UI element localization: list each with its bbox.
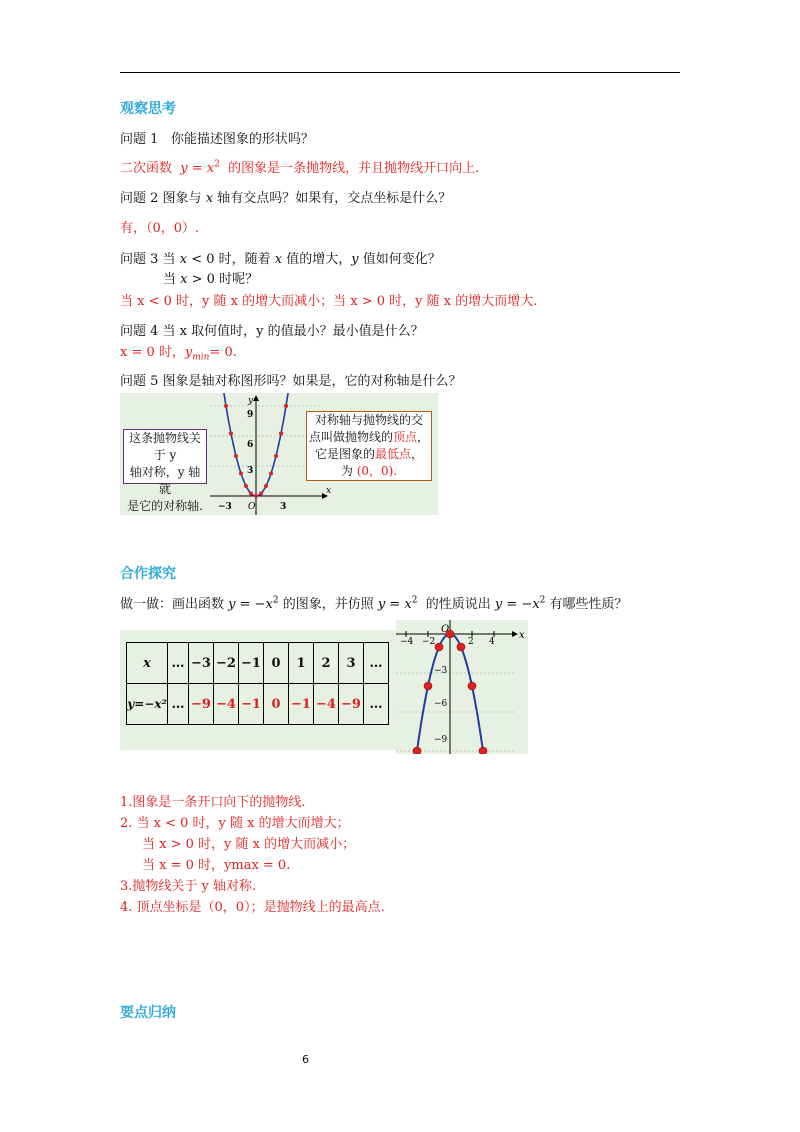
data-point <box>269 472 273 476</box>
task-mid2: 的性质说出 <box>425 597 491 612</box>
question-2-post: 轴有交点吗？如果有，交点坐标是什么？ <box>217 191 452 206</box>
table-cell: −1 <box>239 643 264 684</box>
question-1-label: 问题 1 <box>120 132 159 147</box>
value-table <box>126 642 389 725</box>
question-5 <box>120 370 462 389</box>
data-point <box>468 682 476 690</box>
y-axis-arrow <box>253 395 259 401</box>
q3-line1-y: y <box>351 252 359 267</box>
grid-lines <box>210 406 320 466</box>
q3-line2-pre: 当 <box>163 272 177 287</box>
y-tick-neg6: −6 <box>434 699 448 709</box>
table-cell: −1 <box>289 684 314 725</box>
task-pre: 做一做：画出函数 <box>120 597 225 612</box>
table-row-y <box>127 684 389 725</box>
callout-right-4b: (0，0). <box>356 464 398 478</box>
x-tick-2: 2 <box>468 637 474 647</box>
task-eq3: y = −x <box>494 597 540 612</box>
data-point <box>264 484 268 488</box>
callout-right-4a: 为 <box>340 464 353 478</box>
question-2-x: x <box>205 191 214 206</box>
data-point <box>259 492 263 496</box>
q3-line1-mid: 时，随着 <box>218 252 271 267</box>
callout-left-line-1: 这条抛物线关于 y <box>128 431 201 462</box>
x-tick-3: 3 <box>280 502 287 512</box>
property-3: 3.抛物线关于 y 轴对称. <box>120 879 257 894</box>
table-cell: … <box>364 684 389 725</box>
q3-line1-x: x <box>179 252 188 267</box>
y-tick-9: 9 <box>247 410 254 420</box>
value-table-panel <box>120 630 396 750</box>
data-point <box>234 454 238 458</box>
data-point <box>413 747 421 754</box>
section-title-cooperate: 合作探究 <box>120 566 176 582</box>
header-rule <box>120 72 680 73</box>
y-axis-label: y <box>248 396 254 406</box>
x-axis-label: x <box>326 486 332 496</box>
y-tick-neg9: −9 <box>434 735 448 745</box>
answer-4-pre: x = 0 时， <box>120 345 185 360</box>
origin-label: O <box>441 624 450 635</box>
answer-1 <box>120 157 479 176</box>
x-axis-label: x <box>519 630 525 641</box>
table-cell: … <box>364 643 389 684</box>
question-2-pre: 图象与 <box>162 191 202 206</box>
q3-line1-mid2: 值的增大， <box>286 252 352 267</box>
answer-2: 有，（0，0）. <box>120 221 200 236</box>
question-3-label: 问题 3 <box>120 252 159 267</box>
answer-1-pre: 二次函数 <box>120 161 173 176</box>
callout-left-line-3: 是它的对称轴. <box>127 499 203 513</box>
answer-1-post: 的图象是一条抛物线，并且抛物线开口向上. <box>228 161 480 176</box>
property-2c: 当 x = 0 时，ymax = 0. <box>142 858 291 873</box>
data-point <box>435 643 443 651</box>
data-point <box>224 404 228 408</box>
callout-right-3b: 最低点 <box>374 447 411 461</box>
answer-4 <box>120 341 237 363</box>
answer-1-exp: 2 <box>214 159 220 170</box>
callout-right-line-2: 点叫做抛物线的顶点， <box>308 430 430 444</box>
table-cell: … <box>168 643 189 684</box>
table-cell: −9 <box>339 684 364 725</box>
answer-1-y: y <box>180 161 188 176</box>
callout-right-line-3: 它是图象的最低点， <box>314 447 424 461</box>
data-point <box>229 432 233 436</box>
task-eq1-exp: 2 <box>272 595 279 606</box>
task-eq3-exp: 2 <box>539 595 546 606</box>
data-point <box>424 682 432 690</box>
table-row-x <box>127 643 389 684</box>
property-4: 4. 顶点坐标是（0，0）；是抛物线上的最高点. <box>120 900 385 915</box>
question-2 <box>120 187 451 206</box>
data-point <box>457 643 465 651</box>
callout-right-line-4 <box>307 463 431 480</box>
page-number: 6 <box>302 1053 309 1066</box>
task-eq1: y = −x <box>228 597 273 612</box>
data-point <box>479 747 487 754</box>
data-point <box>254 494 258 498</box>
callout-left-line-2: 轴对称，y 轴就 <box>129 465 201 496</box>
task-instruction <box>120 593 628 612</box>
x-tick-neg2: −2 <box>422 637 436 647</box>
answer-4-y: y <box>184 345 193 360</box>
table-cell: 0 <box>264 643 289 684</box>
q3-line1-cond: < 0 <box>191 252 215 267</box>
table-cell: −4 <box>314 684 339 725</box>
question-3-line-2 <box>163 268 258 287</box>
task-post: 有哪些性质？ <box>549 597 628 612</box>
table-header-y: y=−x² <box>127 684 168 725</box>
q3-line2-x: x <box>180 272 188 287</box>
table-cell: … <box>168 684 189 725</box>
task-eq2: y = x <box>377 597 412 612</box>
table-cell: 2 <box>314 643 339 684</box>
table-cell: −3 <box>189 643 214 684</box>
table-cell: 3 <box>339 643 364 684</box>
answer-1-eq: = <box>191 161 203 176</box>
origin-label: O <box>248 502 256 512</box>
answer-1-x: x <box>206 161 215 176</box>
section-title-keypoints: 要点归纳 <box>120 1005 176 1021</box>
y-tick-3: 3 <box>247 466 254 476</box>
q3-line1-post: 值如何变化？ <box>362 252 441 267</box>
table-header-x: x <box>127 643 168 684</box>
q3-line2-post: 时呢？ <box>219 272 259 287</box>
question-2-label: 问题 2 <box>120 191 159 206</box>
question-1-text: 你能描述图象的形状吗？ <box>170 132 314 147</box>
property-1: 1.图象是一条开口向下的抛物线. <box>120 795 306 810</box>
property-2: 2. 当 x < 0 时，y 随 x 的增大而增大； <box>120 816 350 831</box>
figure-parabola-up <box>120 393 438 515</box>
question-4-label: 问题 4 <box>120 324 159 339</box>
data-point <box>239 472 243 476</box>
task-eq2-exp: 2 <box>411 595 418 606</box>
table-cell: −4 <box>214 684 239 725</box>
callout-axis-of-symmetry <box>123 429 207 513</box>
data-point <box>244 484 248 488</box>
x-tick-neg3: −3 <box>218 502 232 512</box>
data-point <box>284 404 288 408</box>
question-5-label: 问题 5 <box>120 374 159 389</box>
q3-line1-pre: 当 <box>162 252 176 267</box>
question-5-text: 图象是轴对称图形吗？如果是，它的对称轴是什么？ <box>162 374 462 389</box>
data-point <box>274 454 278 458</box>
x-tick-neg4: −4 <box>400 637 414 647</box>
answer-4-sub: min <box>192 352 210 363</box>
y-tick-6: 6 <box>247 440 254 450</box>
answer-4-post: = 0. <box>209 345 237 360</box>
callout-right-line-1: 对称轴与抛物线的交 <box>314 413 423 427</box>
q3-line1-x2: x <box>274 252 283 267</box>
table-cell: −9 <box>189 684 214 725</box>
question-3-line-1 <box>120 248 441 267</box>
question-4-text: 当 x 取何值时，y 的值最小？最小值是什么？ <box>162 324 424 339</box>
data-point <box>279 432 283 436</box>
callout-right-2b: 顶点 <box>392 430 417 444</box>
table-cell: 0 <box>264 684 289 725</box>
table-cell: −1 <box>239 684 264 725</box>
y-tick-neg3: −3 <box>434 666 448 676</box>
question-4 <box>120 320 424 339</box>
table-cell: −2 <box>214 643 239 684</box>
callout-right-2a: 点叫做抛物线的 <box>308 430 393 444</box>
task-mid: 的图象，并仿照 <box>282 597 374 612</box>
section-title-observe: 观察思考 <box>120 101 176 117</box>
question-1 <box>120 128 314 147</box>
answer-3: 当 x < 0 时，y 随 x 的增大而减小；当 x > 0 时，y 随 x 的增大而增大. <box>120 294 538 309</box>
data-point <box>249 492 253 496</box>
property-2b: 当 x > 0 时，y 随 x 的增大而减小； <box>142 837 356 852</box>
callout-vertex <box>306 411 432 481</box>
q3-line2-cond: > 0 <box>191 272 215 287</box>
figure-2-background <box>396 620 528 754</box>
table-cell: 1 <box>289 643 314 684</box>
callout-right-3a: 它是图象的 <box>314 447 375 461</box>
parabola-down-graph <box>396 620 528 754</box>
x-tick-4: 4 <box>489 637 495 647</box>
